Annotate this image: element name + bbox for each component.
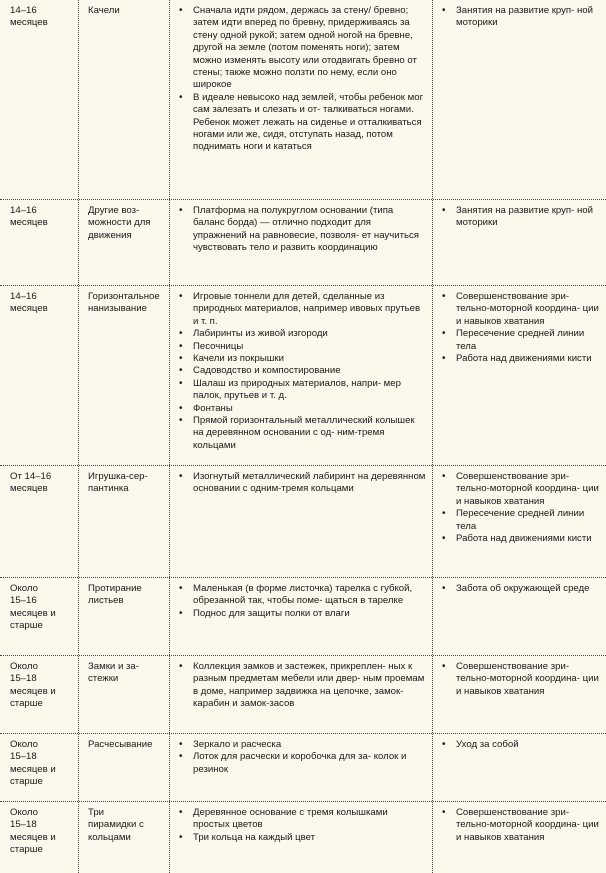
table-row bbox=[0, 200, 606, 286]
description-item: • Три кольца на каждый цвет bbox=[176, 832, 426, 844]
goals-cell bbox=[433, 466, 606, 577]
description-item: • Лоток для расчески и коробочка для за- колок и резинок bbox=[176, 751, 426, 776]
description-item: • Сначала идти рядом, держась за стену/ бревно; затем идти вперед по бревну, придерживаясь за стену одной рукой; затем одной ногой на бревне, другой на земле (потом поменять ноги); затем можно изменять высоту или отодвигать бревно от стены; также можно ползти по нему, если оно широкое bbox=[176, 5, 426, 92]
description-item: • В идеале невысоко над землей, чтобы ребенок мог сам залезать и слезать и от- талкиваться ногами. Ребенок может лежать на сиденье и отталкиваться ногами или же, сидя, отступать назад, потом поднимать ноги и кататься bbox=[176, 92, 426, 154]
description-item: • Деревянное основание с тремя колышками простых цветов bbox=[176, 807, 426, 832]
goal-item: • Занятия на развитие круп- ной моторики bbox=[439, 205, 602, 230]
material-cell: Качели bbox=[88, 5, 120, 16]
table-row bbox=[0, 466, 606, 578]
description-item: • Садоводство и компостирование bbox=[176, 365, 426, 377]
material-cell: Расчесывание bbox=[88, 739, 153, 750]
description-item: • Поднос для защиты полки от влаги bbox=[176, 608, 426, 620]
material-cell: Игрушка-сер- пантинка bbox=[88, 471, 148, 495]
goals-cell bbox=[433, 734, 606, 801]
material-cell: Замки и за- стежки bbox=[88, 661, 139, 685]
material-cell: Горизонтальное нанизывание bbox=[88, 291, 160, 315]
age-cell: Около 15–18 месяцев и старше bbox=[10, 739, 56, 788]
description-cell bbox=[170, 286, 432, 465]
description-item: • Платформа на полукруглом основании (типа баланс борда) — отлично подходит для упражнений на равновесие, позволя- ет научиться чувствовать тело и развить координацию bbox=[176, 205, 426, 255]
description-cell bbox=[170, 734, 432, 801]
description-item: • Фонтаны bbox=[176, 403, 426, 415]
goal-item: • Уход за собой bbox=[439, 739, 602, 751]
description-item: • Песочницы bbox=[176, 341, 426, 353]
age-cell: 14–16 месяцев bbox=[10, 205, 48, 229]
description-cell bbox=[170, 0, 432, 199]
goal-item: • Работа над движениями кисти bbox=[439, 533, 602, 545]
description-cell bbox=[170, 578, 432, 655]
goal-item: • Забота об окружающей среде bbox=[439, 583, 602, 595]
description-item: • Изогнутый металлический лабиринт на деревянном основании с одним-тремя кольцами bbox=[176, 471, 426, 496]
goal-item: • Совершенствование зри- тельно-моторной координа- ции и навыков хватания bbox=[439, 661, 602, 698]
goal-item: • Пересечение средней линии тела bbox=[439, 508, 602, 533]
description-item: • Зеркало и расческа bbox=[176, 739, 426, 751]
description-item: • Игровые тоннели для детей, сделанные из природных материалов, например ивовых прутьев и т. п. bbox=[176, 291, 426, 328]
description-item: • Коллекция замков и застежек, прикреплен- ных к разным предметам мебели или двер- ным проемам в доме, например задвижка на цепочке, замок-карабин и замок-засов bbox=[176, 661, 426, 711]
goal-item: • Совершенствование зри- тельно-моторной координа- ции и навыков хватания bbox=[439, 807, 602, 844]
goal-item: • Занятия на развитие круп- ной моторики bbox=[439, 5, 602, 30]
description-cell bbox=[170, 802, 432, 873]
goals-cell bbox=[433, 578, 606, 655]
age-cell: Около 15–18 месяцев и старше bbox=[10, 807, 56, 856]
description-cell bbox=[170, 656, 432, 733]
goal-item: • Пересечение средней линии тела bbox=[439, 328, 602, 353]
goal-item: • Работа над движениями кисти bbox=[439, 353, 602, 365]
table-row bbox=[0, 734, 606, 802]
age-cell: 14–16 месяцев bbox=[10, 291, 48, 315]
description-item: • Прямой горизонтальный металлический колышек на деревянном основании с од- ним-тремя кольцами bbox=[176, 415, 426, 452]
age-cell: 14–16 месяцев bbox=[10, 5, 48, 29]
description-item: • Лабиринты из живой изгороди bbox=[176, 328, 426, 340]
description-item: • Маленькая (в форме листочка) тарелка с губкой, обрезанной так, чтобы поме- щаться в тарелке bbox=[176, 583, 426, 608]
goals-cell bbox=[433, 200, 606, 285]
goals-cell bbox=[433, 656, 606, 733]
table-row bbox=[0, 656, 606, 734]
description-item: • Качели из покрышки bbox=[176, 353, 426, 365]
material-cell: Протирание листьев bbox=[88, 583, 142, 607]
goal-item: • Совершенствование зри- тельно-моторной координа- ции и навыков хватания bbox=[439, 471, 602, 508]
description-cell bbox=[170, 200, 432, 285]
age-cell: Около 15–18 месяцев и старше bbox=[10, 661, 56, 710]
material-cell: Другие воз- можности для движения bbox=[88, 205, 151, 241]
description-item: • Шалаш из природных материалов, напри- мер палок, прутьев и т. д. bbox=[176, 378, 426, 403]
age-cell: Около 15–16 месяцев и старше bbox=[10, 583, 56, 632]
goals-cell bbox=[433, 0, 606, 199]
description-cell bbox=[170, 466, 432, 577]
goals-cell bbox=[433, 286, 606, 465]
table-row bbox=[0, 286, 606, 466]
goal-item: • Совершенствование зри- тельно-моторной координа- ции и навыков хватания bbox=[439, 291, 602, 328]
age-cell: От 14–16 месяцев bbox=[10, 471, 52, 495]
table-row bbox=[0, 802, 606, 873]
table-row bbox=[0, 578, 606, 656]
table-row bbox=[0, 0, 606, 200]
goals-cell bbox=[433, 802, 606, 873]
material-cell: Три пирамидки с кольцами bbox=[88, 807, 144, 843]
